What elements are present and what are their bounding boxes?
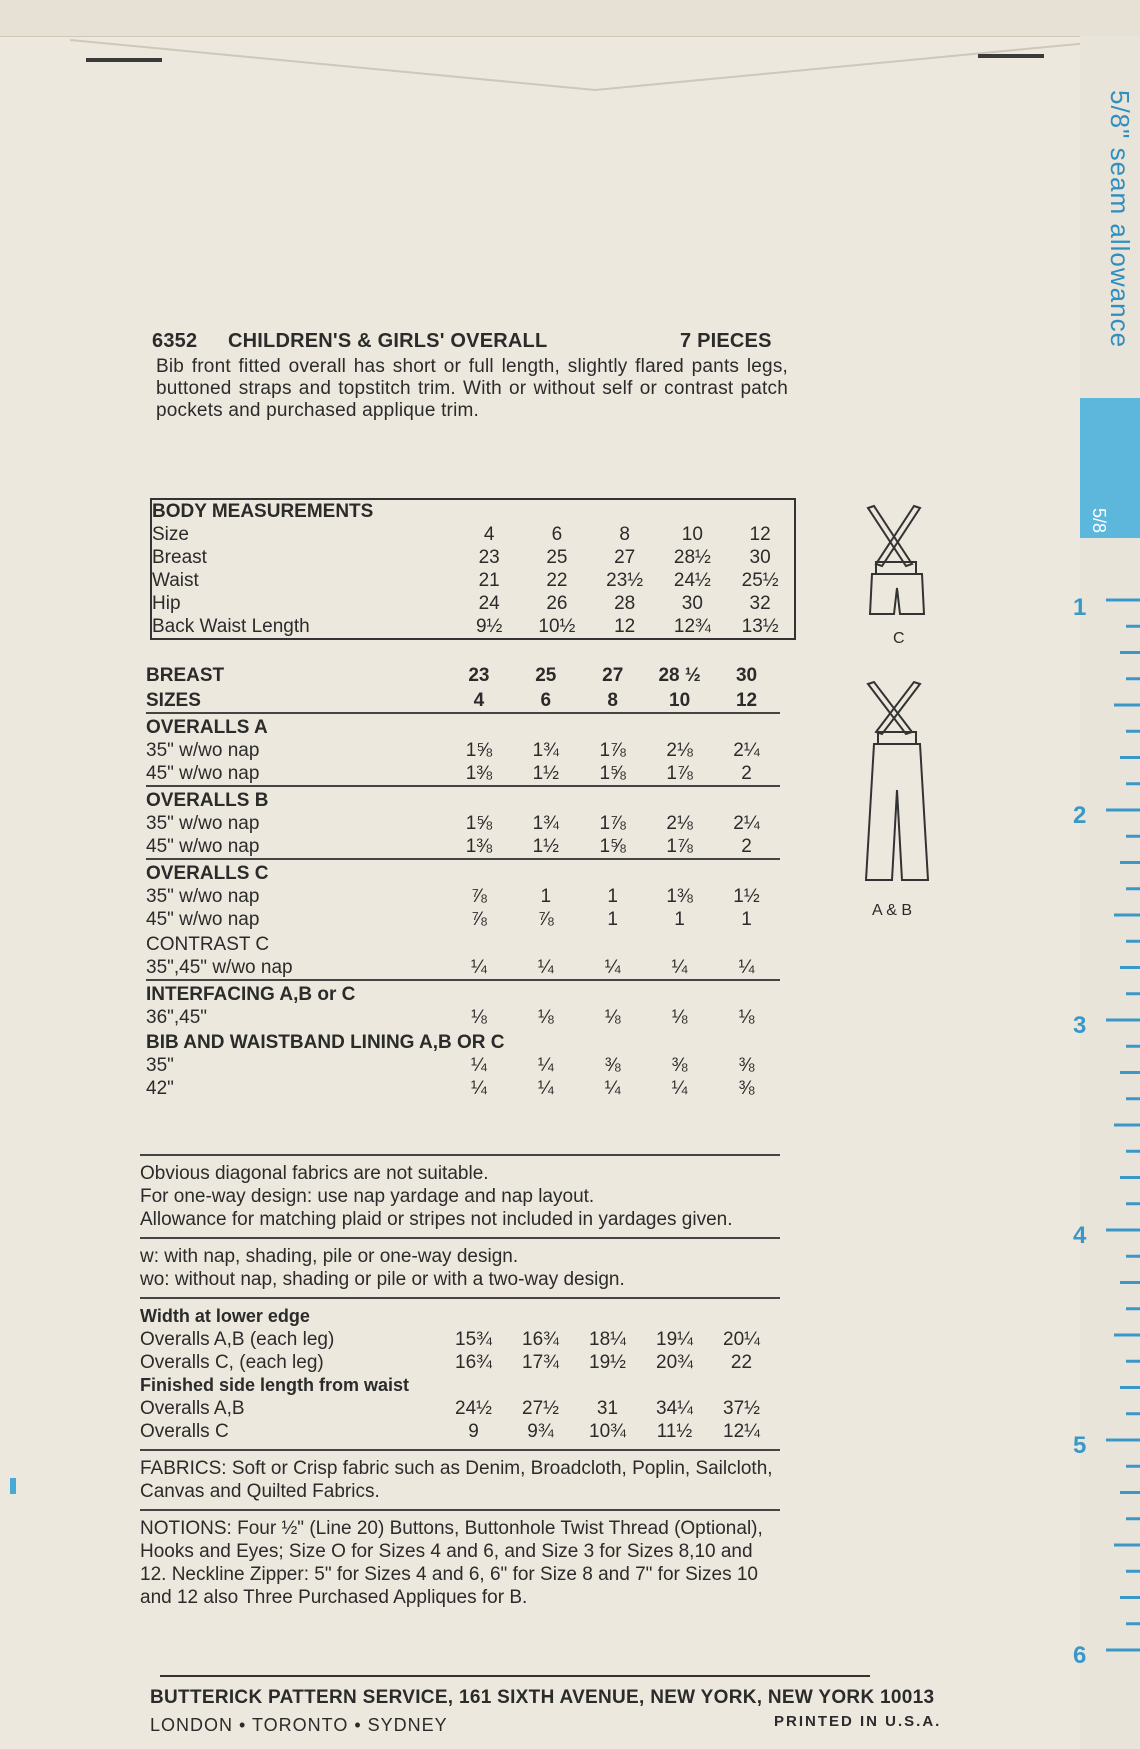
table-row: 35",45" w/wo nap ¼ ¼ ¼ ¼ ¼ [146, 956, 755, 978]
table-row: Overalls C 9 9¾ 10¾ 11½ 12¼ [140, 1421, 760, 1442]
table-row: 45" w/wo nap 1⅜ 1½ 1⅝ 1⅞ 2 [146, 835, 752, 857]
ruler-inch-6: 6 [1073, 1642, 1087, 1669]
body-measurements-table [150, 498, 796, 640]
table-row: 42" ¼ ¼ ¼ ¼ ⅜ [146, 1077, 755, 1099]
table-row: Size 4 6 8 10 12 [152, 523, 771, 545]
table-row: BREAST 23 25 27 28 ½ 30 [146, 664, 758, 686]
pattern-header [140, 330, 788, 422]
ruler-inch-4: 4 [1073, 1222, 1087, 1249]
note-diagonal: Obvious diagonal fabrics are not suitable. [140, 1163, 489, 1184]
table-row: 45" w/wo nap 1⅜ 1½ 1⅝ 1⅞ 2 [146, 762, 752, 784]
table-row: Overalls A,B (each leg) 15¾ 16¾ 18¼ 19¼ 20¼ [140, 1329, 760, 1350]
pattern-description: Bib front fitted overall has short or full length, slightly flared pants legs, buttoned straps and topstitch trim. With or without self or contrast patch pockets and purchased applique trim. [156, 356, 788, 421]
section-heading: INTERFACING A,B or C [146, 980, 780, 1006]
table-row: Back Waist Length 9½ 10½ 12 12¾ 13½ [152, 615, 779, 637]
table-row: 45" w/wo nap ⅞ ⅞ 1 1 1 [146, 908, 752, 930]
fold-mark-right [978, 54, 1044, 58]
ruler-inch-3: 3 [1073, 1012, 1087, 1039]
section-heading: OVERALLS A [146, 713, 780, 739]
notions-text: NOTIONS: Four ½" (Line 20) Buttons, Buttonhole Twist Thread (Optional), Hooks and Eyes; Size O for Sizes 4 and 6, and Size 3 for Sizes 8,10 and 12. Neckline Zipper: 5" for Sizes 4 and 6, 6" for Size 8 and 7" for Sizes 10 and 12 also Three Purchased Appliques for B. [140, 1518, 763, 1608]
table-row: Overalls C, (each leg) 16¾ 17¾ 19½ 20¾ 22 [140, 1352, 753, 1373]
section-heading: BIB AND WAISTBAND LINING A,B OR C [146, 1031, 505, 1053]
seam-fraction-label: 5/8 [1089, 508, 1109, 534]
printed-in: PRINTED IN U.S.A. [774, 1713, 942, 1730]
yardage-table [146, 662, 780, 1100]
seam-allowance-label: 5/8" seam allowance [1105, 90, 1135, 349]
envelope-fold-lines [0, 0, 1140, 120]
ruler-inch-1: 1 [1073, 594, 1087, 621]
table-row: SIZES 4 6 8 10 12 [146, 689, 758, 711]
note-plaid: Allowance for matching plaid or stripes not included in yardages given. [140, 1209, 733, 1230]
illustration-label-ab: A & B [872, 902, 913, 919]
table-row: Hip 24 26 28 30 32 [152, 592, 771, 614]
overall-c-illustration-icon [862, 504, 932, 624]
section-heading: CONTRAST C [146, 933, 270, 955]
finished-measurements-table [140, 1305, 775, 1443]
pattern-pieces: 7 PIECES [680, 330, 772, 352]
section-heading: OVERALLS B [146, 786, 780, 812]
table-row: 35" w/wo nap 1⅝ 1¾ 1⅞ 2⅛ 2¼ [146, 812, 760, 834]
body-measurements-heading: BODY MEASUREMENTS [152, 500, 374, 522]
note-oneway: For one-way design: use nap yardage and nap layout. [140, 1186, 595, 1207]
table-row: Overalls A,B 24½ 27½ 31 34¼ 37½ [140, 1398, 760, 1419]
publisher-cities: LONDON • TORONTO • SYDNEY [150, 1715, 448, 1735]
pattern-title: CHILDREN'S & GIRLS' OVERALL [228, 330, 548, 352]
footer [150, 1675, 980, 1736]
length-heading: Finished side length from waist [140, 1375, 410, 1395]
inch-ruler [1070, 520, 1140, 1670]
pattern-notes [140, 1148, 780, 1609]
table-row: 35" ¼ ¼ ⅜ ⅜ ⅜ [146, 1054, 755, 1076]
pattern-number: 6352 [152, 330, 198, 352]
fold-mark-left [86, 58, 162, 62]
table-row: 35" w/wo nap 1⅝ 1¾ 1⅞ 2⅛ 2¼ [146, 739, 760, 761]
fabrics-text: FABRICS: Soft or Crisp fabric such as Denim, Broadcloth, Poplin, Sailcloth, Canvas and Quilted Fabrics. [140, 1458, 773, 1502]
footer-divider [160, 1675, 870, 1677]
table-row: 36",45" ⅛ ⅛ ⅛ ⅛ ⅛ [146, 1006, 755, 1028]
width-heading: Width at lower edge [140, 1306, 310, 1326]
overall-ab-illustration-icon [862, 680, 932, 890]
ruler-inch-2: 2 [1073, 802, 1087, 829]
ruler-inch-5: 5 [1073, 1432, 1087, 1459]
publisher-address: BUTTERICK PATTERN SERVICE, 161 SIXTH AVENUE, NEW YORK, NEW YORK 10013 [150, 1687, 935, 1708]
table-row: 35" w/wo nap ⅞ 1 1 1⅜ 1½ [146, 885, 760, 907]
table-row: Waist 21 22 23½ 24½ 25½ [152, 569, 779, 591]
note-w: w: with nap, shading, pile or one-way design. [140, 1246, 519, 1267]
illustration-label-c: C [893, 630, 905, 647]
edge-mark [10, 1478, 16, 1494]
table-row: Breast 23 25 27 28½ 30 [152, 546, 771, 568]
section-heading: OVERALLS C [146, 859, 780, 885]
note-wo: wo: without nap, shading or pile or with a two-way design. [140, 1269, 625, 1290]
